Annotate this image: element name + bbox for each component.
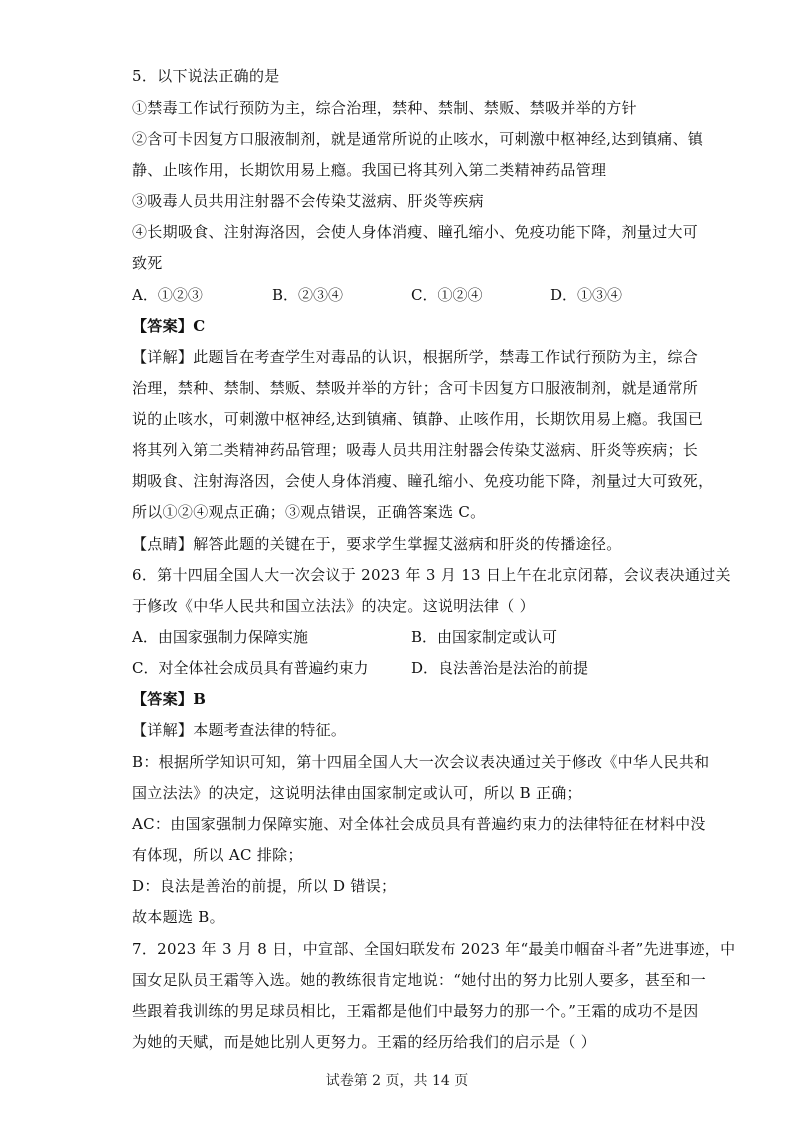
q7-stem-2: 国女足队员王霜等入选。她的教练很肯定地说：“她付出的努力比别人要多，甚至和一 [132,971,707,989]
q6-option-b: B．由国家制定或认可 [411,628,558,646]
q7-stem-4: 为她的天赋，而是她比别人更努力。王霜的经历给我们的启示是（ ） [132,1033,597,1051]
q5-detail-line: 期吸食、注射海洛因，会使人身体消瘦、瞳孔缩小、免疫功能下降，剂量过大可致死， [132,472,714,490]
q6-analysis-ac-1: AC：由国家强制力保障实施、对全体社会成员具有普遍约束力的法律特征在材料中没 [132,815,706,833]
q5-statement-4b: 致死 [132,254,163,272]
q6-stem-2: 于修改《中华人民共和国立法法》的决定。这说明法律（ ） [132,597,535,615]
q7-stem-3: 些跟着我训练的男足球员相比，王霜都是他们中最努力的那一个。”王霜的成功不是因 [132,1002,699,1020]
q5-detail-line: 将其列入第二类精神药品管理；吸毒人员共用注射器会传染艾滋病、肝炎等疾病；长 [132,441,699,459]
q7-stem-1: 7．2023 年 3 月 8 日，中宣部、全国妇联发布 2023 年“最美巾帼奋斗者”先进事迹，中 [132,940,736,958]
q5-option-b: B．②③④ [272,286,344,304]
q5-detail-line: 治理，禁种、禁制、禁贩、禁吸并举的方针；含可卡因复方口服液制剂，就是通常所 [132,379,699,397]
q5-option-a: A．①②③ [132,286,203,304]
q6-analysis-b-1: B：根据所学知识可知，第十四届全国人大一次会议表决通过关于修改《中华人民共和 [132,753,710,771]
q5-statement-2a: ②含可卡因复方口服液制剂，就是通常所说的止咳水，可刺激中枢神经,达到镇痛、镇 [132,130,704,148]
q5-detail-line: 所以①②④观点正确；③观点错误，正确答案选 C。 [132,503,486,521]
q6-conclusion: 故本题选 B。 [132,908,225,926]
q5-option-c: C．①②④ [411,286,483,304]
q5-stem: 5．以下说法正确的是 [132,67,280,85]
q5-point: 【点睛】解答此题的关键在于，要求学生掌握艾滋病和肝炎的传播途径。 [132,535,622,553]
q5-statement-1: ①禁毒工作试行预防为主，综合治理，禁种、禁制、禁贩、禁吸并举的方针 [132,99,637,117]
q5-statement-2b: 静、止咳作用，长期饮用易上瘾。我国已将其列入第二类精神药品管理 [132,161,607,179]
q5-option-d: D．①③④ [550,286,623,304]
q5-detail-line: 【详解】此题旨在考查学生对毒品的认识，根据所学，禁毒工作试行预防为主，综合 [132,348,699,366]
q6-option-a: A．由国家强制力保障实施 [132,628,308,646]
q6-option-d: D．良法善治是法治的前提 [411,659,589,677]
q6-option-c: C．对全体社会成员具有普遍约束力 [132,659,369,677]
q6-analysis-d: D：良法是善治的前提，所以 D 错误； [132,877,397,895]
q5-statement-3: ③吸毒人员共用注射器不会传染艾滋病、肝炎等疾病 [132,192,484,210]
q5-detail-line: 说的止咳水，可刺激中枢神经,达到镇痛、镇静、止咳作用，长期饮用易上瘾。我国已 [132,410,704,428]
page-footer: 试卷第 2 页，共 14 页 [325,1073,469,1089]
q6-detail: 【详解】本题考查法律的特征。 [132,721,347,739]
q5-answer: 【答案】C [132,317,206,335]
q6-analysis-b-2: 国立法法》的决定，这说明法律由国家制定或认可，所以 B 正确； [132,784,582,802]
q6-answer: 【答案】B [132,690,207,708]
q6-analysis-ac-2: 有体现，所以 AC 排除； [132,846,303,864]
q5-statement-4a: ④长期吸食、注射海洛因，会使人身体消瘦、瞳孔缩小、免疫功能下降，剂量过大可 [132,223,699,241]
q6-stem-1: 6．第十四届全国人大一次会议于 2023 年 3 月 13 日上午在北京闭幕，会议表决通过关 [132,566,731,584]
